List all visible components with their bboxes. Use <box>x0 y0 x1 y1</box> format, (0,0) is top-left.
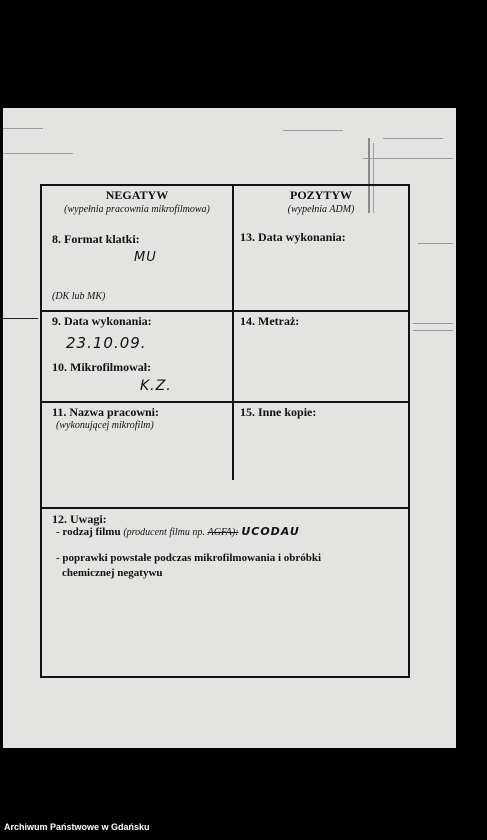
operator-value: K.Z. <box>140 378 172 394</box>
scan-noise <box>363 158 453 159</box>
negatyw-subtitle: (wypełnia pracownia mikrofilmowa) <box>64 204 210 215</box>
lab-label: 11. Nazwa pracowni: <box>52 405 159 419</box>
scan-noise <box>383 138 443 139</box>
scan-noise <box>413 330 453 331</box>
length-label: 14. Metraż: <box>240 314 300 328</box>
film-type-note: (producent filmu np. <box>123 527 205 538</box>
film-type-prefix: - rodzaj filmu <box>56 526 121 538</box>
film-type-value: UCODAU <box>241 525 300 538</box>
format-label: 8. Format klatki: <box>52 232 140 246</box>
format-note: (DK lub MK) <box>52 291 106 302</box>
operator-label: 10. Mikrofilmował: <box>52 360 152 374</box>
scan-noise <box>418 243 453 244</box>
pozytyw-date-label: 13. Data wykonania: <box>240 230 346 244</box>
pozytyw-title: POZYTYW <box>289 188 352 202</box>
scan-noise <box>3 318 38 319</box>
format-value: MU <box>134 250 157 265</box>
copies-label: 15. Inne kopie: <box>240 405 317 419</box>
negatyw-date-label: 9. Data wykonania: <box>52 314 152 328</box>
microfilm-form <box>40 184 410 678</box>
row-divider <box>42 310 408 312</box>
corrections-line-1: - poprawki powstałe podczas mikrofilmowania i obróbki <box>56 552 322 564</box>
film-type-line <box>56 525 300 538</box>
scan-noise <box>3 128 43 129</box>
column-divider <box>232 186 234 480</box>
corrections-line-2: chemicznej negatywu <box>62 567 163 579</box>
scan-noise <box>413 323 453 324</box>
row-divider <box>42 401 408 403</box>
film-type-struck: AGFA): <box>207 527 239 538</box>
remarks-label: 12. Uwagi: <box>52 512 107 526</box>
row-divider <box>42 507 408 509</box>
pozytyw-subtitle: (wypełnia ADM) <box>287 204 355 215</box>
negatyw-title: NEGATYW <box>105 188 169 202</box>
scan-noise <box>3 153 73 154</box>
negatyw-date-value: 23.10.09. <box>66 334 147 352</box>
lab-note: (wykonującej mikrofilm) <box>56 420 154 431</box>
archive-footer: Archiwum Państwowe w Gdańsku <box>4 822 150 832</box>
scan-noise <box>283 130 343 131</box>
